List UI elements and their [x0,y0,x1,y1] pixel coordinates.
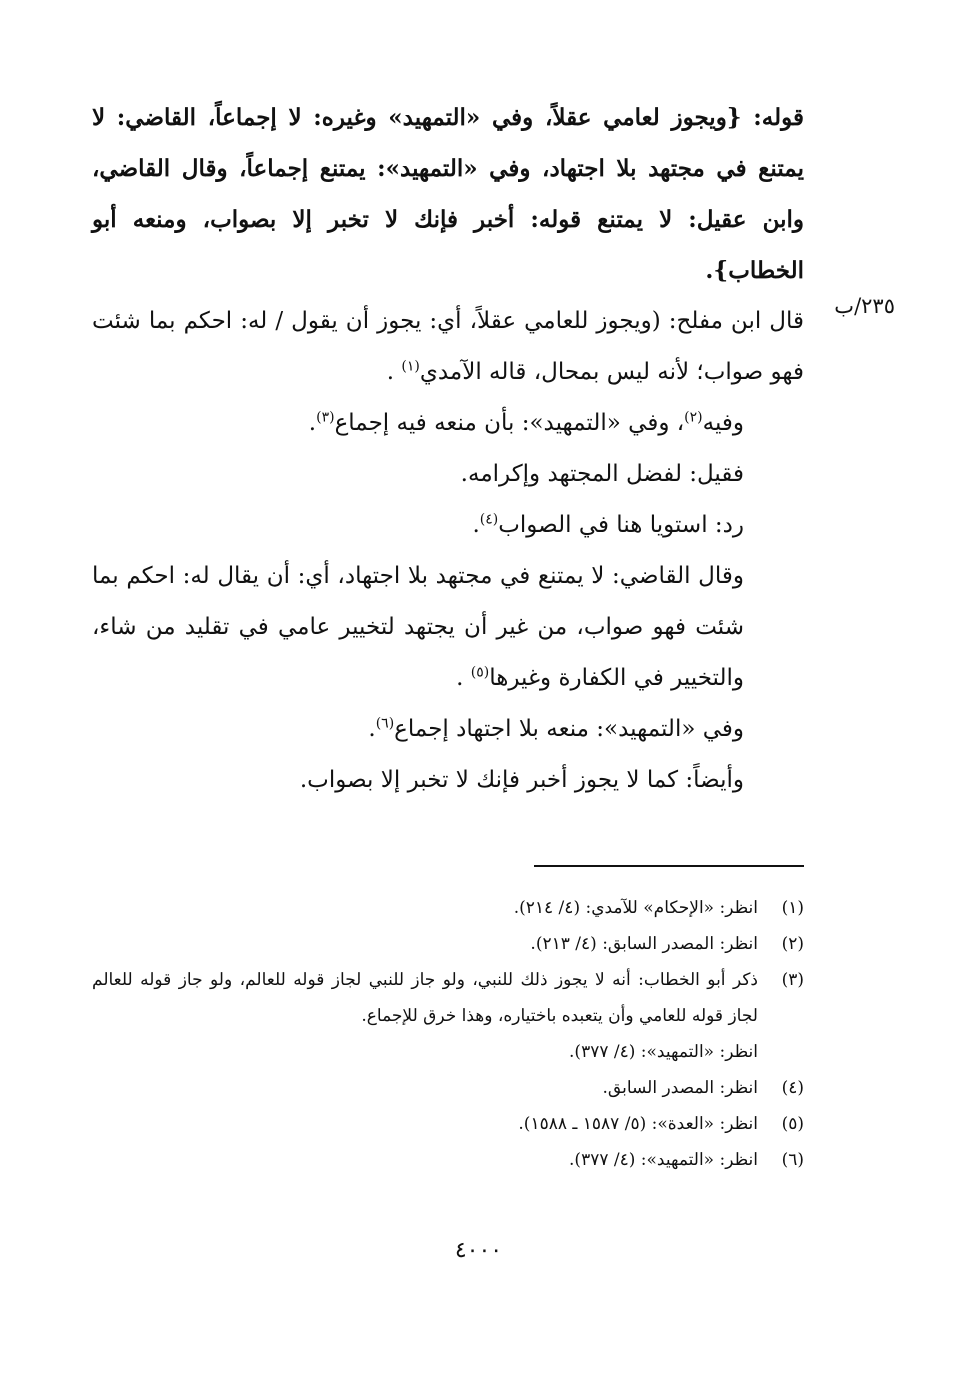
manuscript-folio-note: ٢٣٥/ب [834,294,895,318]
footnote-text: انظر: المصدر السابق: (٤/ ٢١٣). [530,934,758,954]
footnote-ref-3[interactable]: (٣) [316,409,335,426]
footnote-ref-1[interactable]: (١) [401,358,420,375]
footnote-5 [92,1106,804,1142]
footnote-3 [92,962,804,1070]
footnote-text: انظر: المصدر السابق. [602,1078,758,1098]
commentary-paragraph-2: وفيه$^{(٢)}$، وفي «التمهيد»: بأن منعه فيه إجماع$^{(٣)}$. [308,409,744,436]
footnote-ref-2[interactable]: (٢) [684,409,703,426]
footnote-number: (٦) [781,1150,804,1170]
commentary-paragraph-3: فقيل: لفضل المجتهد وإكرامه. [460,461,744,487]
footnote-separator [534,865,804,867]
footnote-ref-4[interactable]: (٤) [479,511,499,528]
footnote-number: (٣) [781,970,804,990]
commentary-paragraph-4: رد: استويا هنا في الصواب$^{(٤)}$. [472,511,744,538]
footnote-number: (٤) [781,1078,804,1098]
footnote-text: انظر: «التمهيد»: (٤/ ٣٧٧). [569,1150,758,1170]
footnote-text: انظر: «التمهيد»: (٤/ ٣٧٧). [569,1042,758,1062]
quoted-text-paragraph: قوله: {ويجوز لعامي عقلاً، وفي «التمهيد» وغيره: لا إجماعاً، القاضي: لا يمتنع في مجتهد بلا اجتهاد، وفي «التمهيد»: يمتنع إجماعاً، وقال القاضي، وابن عقيل: لا يمتنع قوله: أخبر فإنك لا تخبر إلا بصواب، ومنعه أبو الخطاب}. [92,104,804,284]
footnotes [92,890,804,1178]
footnote-text: ذكر أبو الخطاب: أنه لا يجوز ذلك للنبي، ولو جاز للنبي لجاز قوله للعالم، ولو جاز قوله للعالم لجاز قوله للعامي وأن يتعبده باختياره، وهذا خرق للإجماع. [92,970,758,1026]
footnote-number: (٥) [781,1114,804,1134]
footnote-4 [92,1070,804,1106]
footnote-number: (١) [781,898,804,918]
footnote-2 [92,926,804,962]
commentary-paragraph-1: قال ابن مفلح: (ويجوز للعامي عقلاً، أي: يجوز أن يقول / له: احكم بما شئت فهو صواب؛ لأنه ليس بمحال، قاله الآمدي$^{(١)}$ . [92,308,804,385]
main-text [92,92,804,806]
footnote-number: (٢) [781,934,804,954]
commentary-paragraph-5: وقال القاضي: لا يمتنع في مجتهد بلا اجتهاد، أي: أن يقال له: احكم بما شئت فهو صواب، من غير أن يجتهد لتخيير عامي في تقليد من شاء، والتخيير في الكفارة وغيرها$^{(٥)}$ . [92,563,744,691]
footnote-text: انظر: «الإحكام» للآمدي: (٤/ ٢١٤). [513,898,758,918]
footnote-ref-6[interactable]: (٦) [375,715,395,732]
footnote-ref-5[interactable]: (٥) [470,664,490,681]
commentary-paragraph-6: وفي «التمهيد»: منعه بلا اجتهاد إجماع$^{(٦)}$. [368,715,744,742]
page-number: ٤٠٠٠ [454,1238,503,1263]
footnote-text: انظر: «العدة»: (٥/ ١٥٨٧ ـ ١٥٨٨). [518,1114,758,1134]
footnote-1 [92,890,804,926]
commentary-paragraph-7: وأيضاً: كما لا يجوز أخبر فإنك لا تخبر إلا بصواب. [299,767,744,793]
footnote-6 [92,1142,804,1178]
